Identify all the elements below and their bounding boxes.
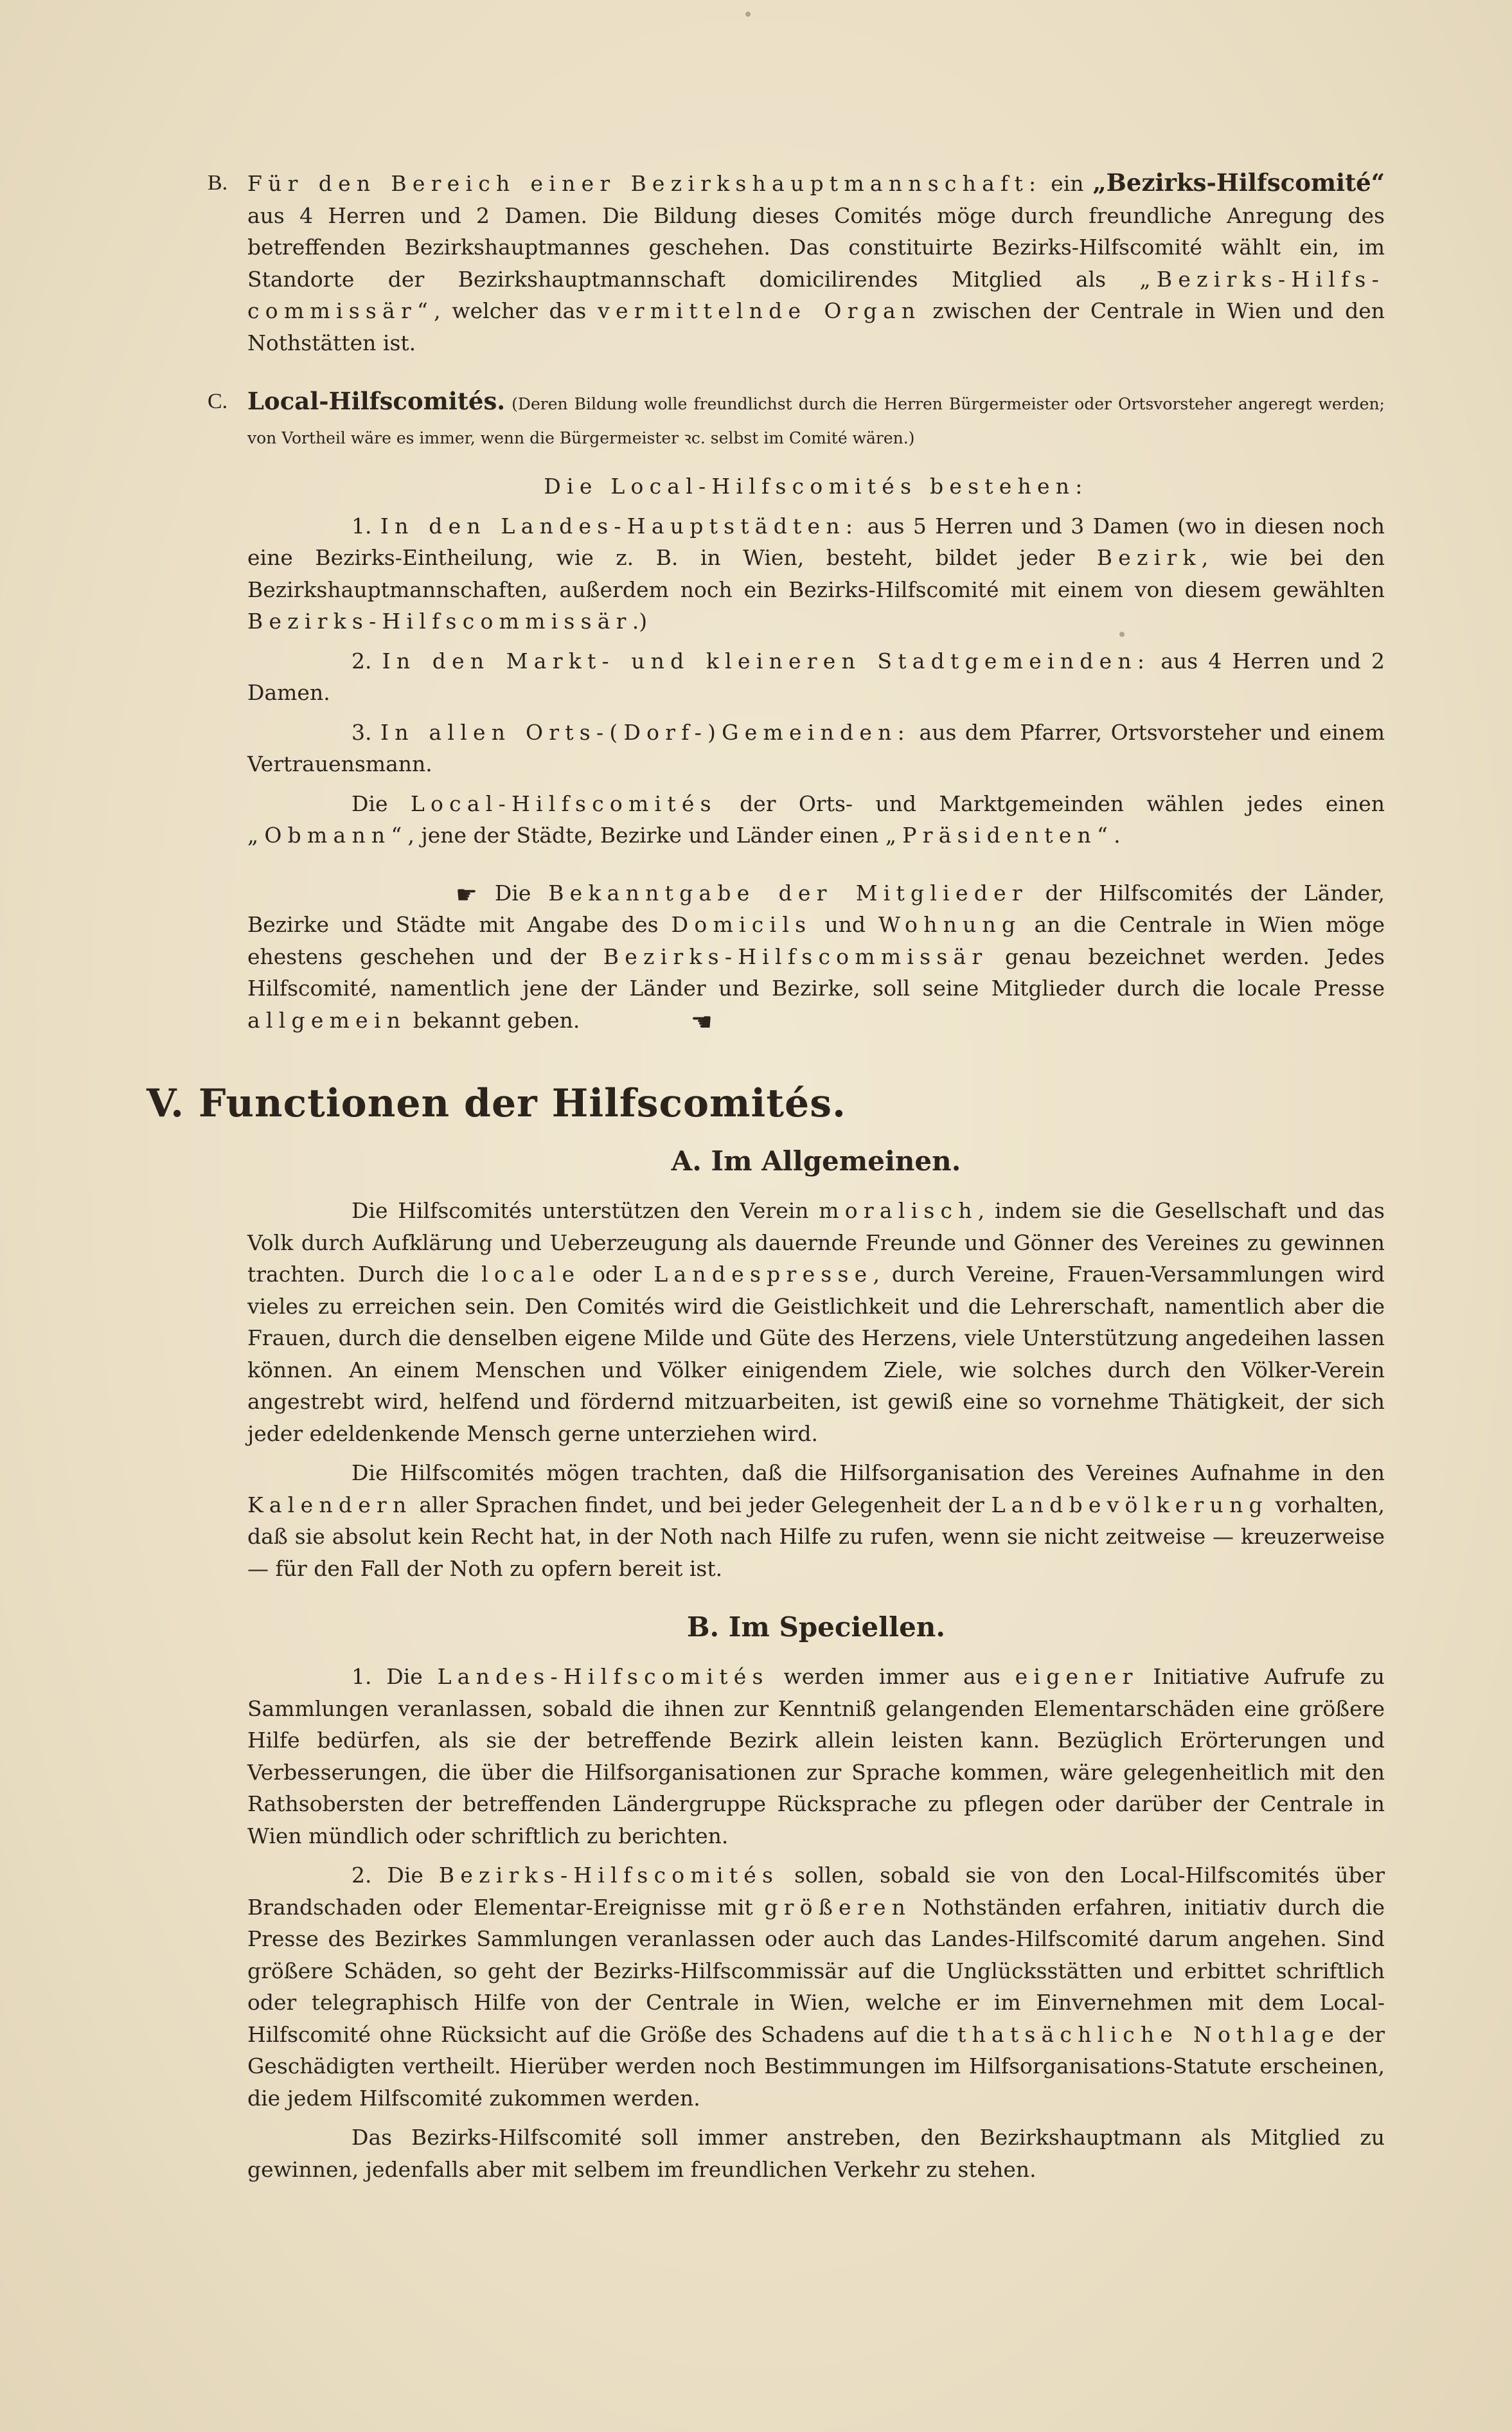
subheading-a: A. Im Allgemeinen.: [671, 1145, 961, 1177]
bezirks-hilfscomite-term: „Bezirks-Hilfscomité“: [1092, 168, 1385, 197]
section-v-body: [247, 1145, 1385, 2185]
section-b-paragraph: B. Für den Bereich einer Bezirkshauptmannschaft: ein „Bezirks-Hilfscomité“ aus 4 Herren und 2 Damen. Die Bildung dieses Comités möge durch freundliche Anregung des betreffenden Bezirkshauptmannes geschehen. Das constituirte Bezirks-Hilfscomité wählt ein, im Standorte der Bezirkshauptmannschaft domicilirendes Mitglied als „Bezirks-Hilfs-commissär“, welcher das vermittelnde Organ zwischen der Centrale in Wien und den Nothstätten ist.: [208, 168, 1385, 355]
paper-speck: [745, 12, 751, 17]
general-paragraph-1: Die Hilfscomités unterstützen den Verein moralisch, indem sie die Gesellschaft und das Volk durch Aufklärung und Ueberzeugung als dauernde Freunde und Gönner des Vereines zu gewinnen trachten. Durch die locale oder Landespresse, durch Vereine, Frauen-Versammlungen wird vieles zu erreichen sein. Den Comités wird die Geistlichkeit und die Lehrerschaft, namentlich aber die Frauen, durch die denselben eigene Milde und Güte des Herzens, viele Unterstützung angedeihen lassen können. An einem Menschen und Völker einigendem Ziele, wie solches durch den Völker-Verein angestrebt wird, helfend und fördernd mitzuarbeiten, ist gewiß eine so vornehme Thätigkeit, der sich jeder edeldenkende Mensch gerne unterziehen wird.: [247, 1198, 1385, 1446]
local-hilfscomites-heading: Local-Hilfscomités.: [247, 387, 506, 415]
special-paragraph-1: 1. Die Landes-Hilfscomités werden immer aus eigener Initiative Aufrufe zu Sammlungen veranlassen, sobald die ihnen zur Kenntniß gelangenden Elementarschäden eine größere Hilfe bedürfen, als sie der betreffende Bezirk allein leisten kann. Bezüglich Erörterungen und Verbesserungen, die über die Hilfsorganisationen zur Sprache kommen, wäre gelegenheitlich mit den Rathsobersten der betreffenden Ländergruppe Rücksprache zu pflegen oder darüber der Centrale in Wien mündlich oder schriftlich zu berichten.: [247, 1664, 1385, 1848]
section-c-label: C.: [208, 389, 228, 413]
general-paragraph-2: Die Hilfscomités mögen trachten, daß die Hilfsorganisation des Vereines Aufnahme in den Kalendern aller Sprachen findet, und bei jeder Gelegenheit der Landbevölkerung vorhalten, daß sie absolut kein Recht hat, in der Noth nach Hilfe zu rufen, wenn sie nicht zeitweise — kreuzerweise — für den Fall der Noth zu opfern bereit ist.: [247, 1460, 1385, 1581]
special-paragraph-3: Das Bezirks-Hilfscomité soll immer anstreben, den Bezirkshauptmann als Mitglied zu gewinnen, jedenfalls aber mit selbem im freundlichen Verkehr zu stehen.: [247, 2125, 1385, 2182]
list-item-1: 1. In den Landes-Hauptstädten: aus 5 Herren und 3 Damen (wo in diesen noch eine Bezirks-Eintheilung, wie z. B. in Wien, besteht, bildet jeder Bezirk, wie bei den Bezirkshauptmannschaften, außerdem noch ein Bezirks-Hilfscomité mit einem von diesem gewählten Bezirks-Hilfscommissär.): [247, 513, 1385, 634]
local-comites-list: [247, 470, 1385, 1036]
bezirks-hilfscommissaer-term: „Bezirks-Hilfs-commissär“: [247, 266, 1385, 323]
list-intro: Die Local-Hilfscomités bestehen:: [544, 474, 1089, 499]
pointing-hand-right-icon: ☛: [456, 880, 478, 909]
notice-paragraph: ☛ Die Bekanntgabe der Mitglieder der Hilfscomités der Länder, Bezirke und Städte mit Angabe des Domicils und Wohnung an die Centrale in Wien möge ehestens geschehen und der Bezirks-Hilfscommissär genau bezeichnet werden. Jedes Hilfscomité, namentlich jene der Länder und Bezirke, soll seine Mitglieder durch die locale Presse allgemein bekannt geben. ☚: [247, 880, 1385, 1036]
section-c-paragraph: [208, 386, 1385, 454]
list-item-3: 3. In allen Orts-(Dorf-)Gemeinden: aus dem Pfarrer, Ortsvorsteher und einem Vertrauensmann.: [247, 719, 1385, 776]
subheading-b: B. Im Speciellen.: [687, 1611, 945, 1643]
obmann-paragraph: Die Local-Hilfscomités der Orts- und Marktgemeinden wählen jedes einen „Obmann“, jene der Städte, Bezirke und Länder einen „Präsidenten“.: [247, 791, 1385, 848]
section-b: [208, 167, 1385, 359]
section-v-title: V. Functionen der Hilfscomités.: [147, 1081, 846, 1126]
section-c-note: (Deren Bildung wolle freundlichst durch die Herren Bürgermeister oder Ortsvorsteher angeregt werden; von Vortheil wäre es immer, wenn die Bürgermeister ꝛc. selbst im Comité wären.): [247, 395, 1385, 447]
list-item-2: 2. In den Markt- und kleineren Stadtgemeinden: aus 4 Herren und 2 Damen.: [247, 648, 1385, 705]
pointing-hand-left-icon: ☚: [690, 1007, 713, 1036]
vermittelnde-organ-term: vermittelnde Organ: [598, 298, 921, 323]
special-paragraph-2: 2. Die Bezirks-Hilfscomités sollen, sobald sie von den Local-Hilfscomités über Brandschaden oder Elementar-Ereignisse mit größeren Nothständen erfahren, initiativ durch die Presse des Bezirkes Sammlungen veranlassen oder auch das Landes-Hilfscomité darum angehen. Sind größere Schäden, so geht der Bezirks-Hilfscommissär auf die Unglücksstätten und erbittet schriftlich oder telegraphisch Hilfe von der Centrale in Wien, welche er im Einvernehmen mit dem Local-Hilfscomité ohne Rücksicht auf die Größe des Schadens auf die thatsächliche Nothlage der Geschädigten vertheilt. Hierüber werden noch Bestimmungen im Hilfsorganisations-Statute erscheinen, die jedem Hilfscomité zukommen werden.: [247, 1863, 1385, 2111]
section-b-label: B.: [208, 171, 228, 195]
section-b-lead: Für den Bereich einer Bezirkshauptmannschaft:: [247, 171, 1042, 196]
section-c: [208, 386, 1385, 454]
